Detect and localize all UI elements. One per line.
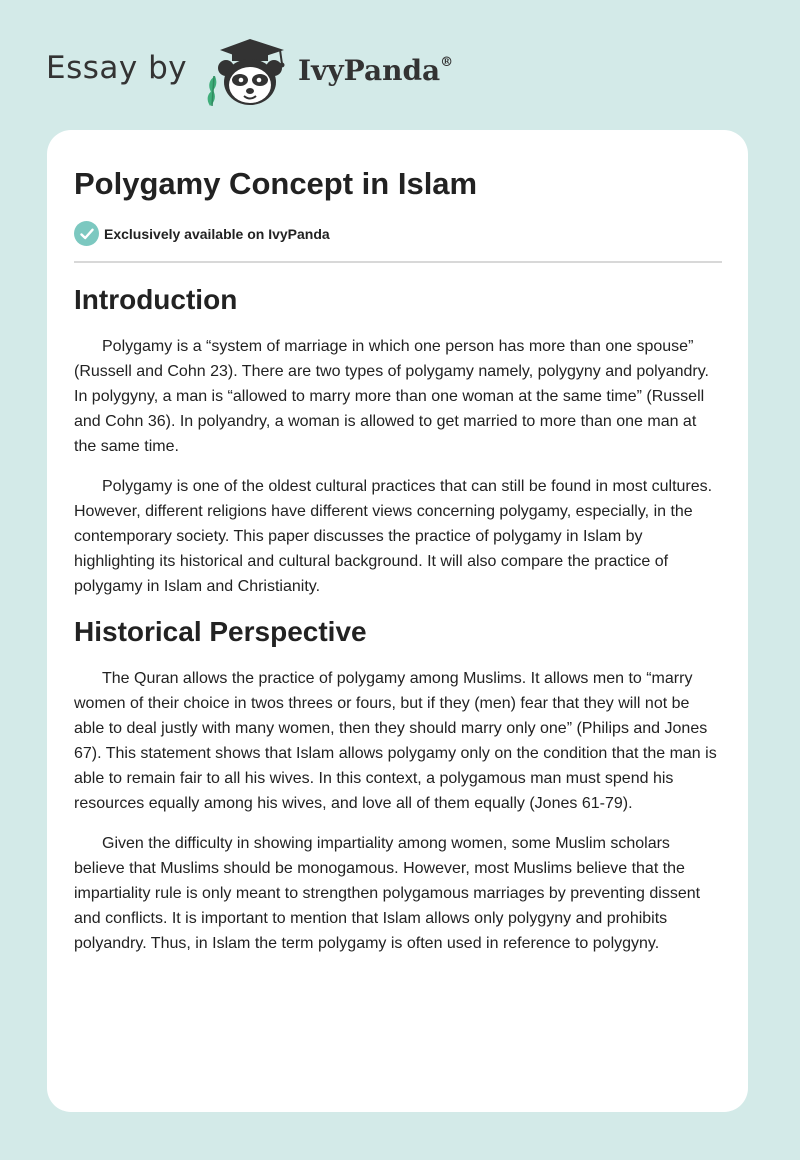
- paragraph: Polygamy is one of the oldest cultural practices that can still be found in most cultures. However, different religions have different views concerning polygamy, especially, in the contemporary society. This paper discusses the practice of polygamy in Islam by highlighting its historical and cultural background. It will also compare the practice of polygamy in Islam and Christianity.: [74, 478, 713, 595]
- exclusive-badge: [74, 221, 330, 246]
- title-divider: [74, 261, 722, 263]
- paragraph: Polygamy is a “system of marriage in which one person has more than one spouse” (Russell and Cohn 23). There are two types of polygamy namely, polygyny and polyandry. In polygyny, a man is “allowed to marry more than one woman at the same time” (Russell and Cohn 36). In polyandry, a woman is allowed to get married to more than one man at the same time.: [74, 338, 709, 455]
- check-circle-icon: [74, 221, 99, 246]
- essay-by-label: Essay by: [46, 50, 188, 86]
- section-historical-perspective: [74, 614, 722, 956]
- exclusive-badge-label: Exclusively available on IvyPanda: [104, 225, 330, 242]
- paragraph: Given the difficulty in showing impartiality among women, some Muslim scholars believe that Muslims should be monogamous. However, most Muslims believe that the impartiality rule is only meant to strengthen polygamous marriages by preventing dissent and conflicts. It is important to mention that Islam allows only polygyny and prohibits polyandry. Thus, in Islam the term polygamy is often used in reference to polygyny.: [74, 835, 701, 952]
- page-title: Polygamy Concept in Islam: [74, 166, 478, 201]
- article-card: [47, 130, 748, 1112]
- site-header: [46, 36, 746, 108]
- article-body: [74, 282, 722, 971]
- brand-name[interactable]: IvyPanda®: [298, 54, 454, 87]
- section-heading: Historical Perspective: [74, 616, 367, 647]
- registered-mark: ®: [440, 54, 454, 70]
- ivypanda-logo[interactable]: [202, 36, 298, 108]
- section-introduction: [74, 282, 722, 599]
- section-heading: Introduction: [74, 284, 238, 315]
- panda-mascot-icon: [202, 36, 298, 108]
- paragraph: The Quran allows the practice of polygamy among Muslims. It allows men to “marry women of their choice in twos threes or fours, but if they (men) fear that they will not be able to deal justly with many women, then they should marry only one” (Philips and Jones 67). This statement shows that Islam allows polygamy only on the condition that the man is able to remain fair to all his wives. In this context, a polygamous man must spend his resources equally among his wives, and love all of them equally (Jones 61-79).: [74, 670, 717, 812]
